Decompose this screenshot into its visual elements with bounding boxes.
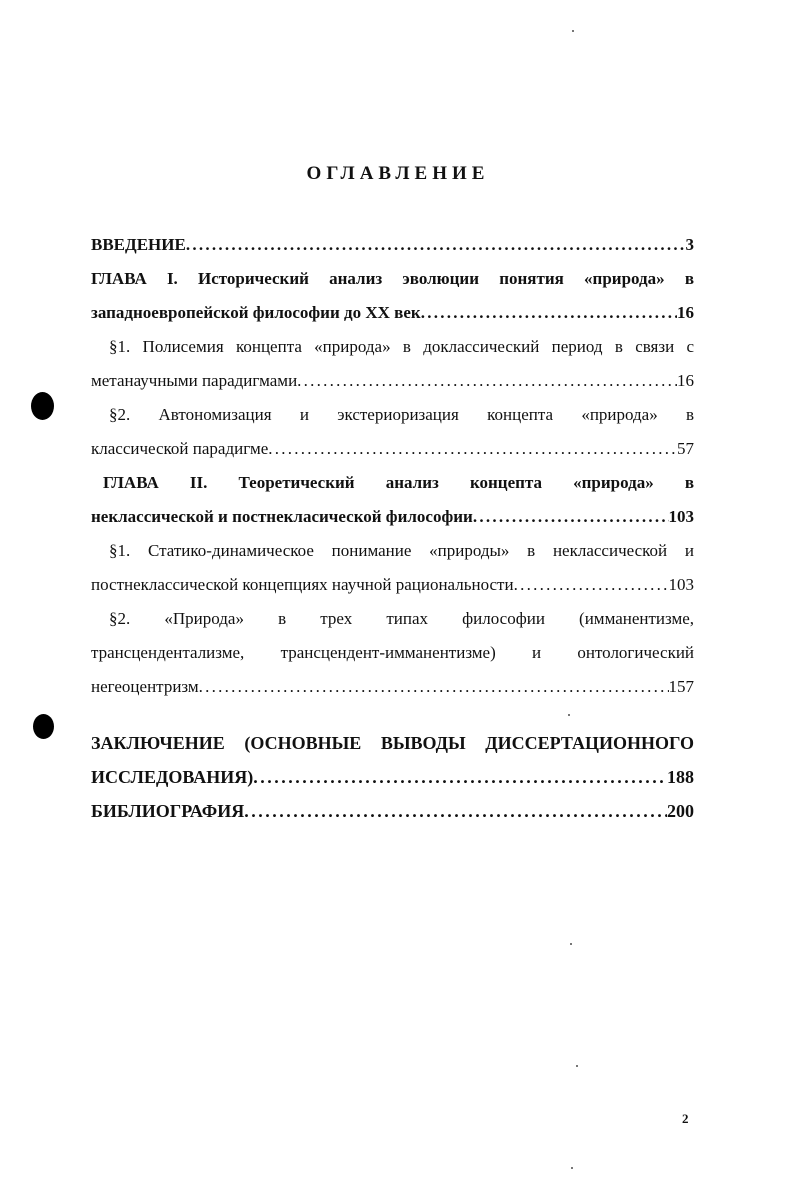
toc-entry-ch2-section-2: §2. «Природа» в трех типах философии (имманентизме, [109, 609, 694, 628]
scan-speck [576, 1065, 578, 1067]
page-ref: 200 [667, 801, 694, 821]
toc-entry-conclusion-cont: ИССЛЕДОВАНИЯ) . . . 188 [91, 760, 694, 794]
toc-entry-ch1-section-2: §2. Автономизация и экстериоризация концепта «природа» в [109, 405, 694, 424]
toc-entry-ch1-section-1: §1. Полисемия концепта «природа» в доклассический период в связи с [109, 337, 694, 356]
toc-entry-ch2-section-2-end: негеоцентризм . . . 157 [91, 670, 694, 704]
scan-speck [570, 943, 572, 945]
scan-speck [572, 30, 574, 32]
toc-entry-ch1-section-2-cont: классической парадигме . . . 57 [91, 432, 694, 466]
page-ref: 103 [668, 575, 694, 594]
toc-entry-bibliography: БИБЛИОГРАФИЯ . . . 200 [91, 794, 694, 828]
toc-entry-ch2-section-2-cont: трансцендентализме, трансцендент-имманентизме) и онтологический [91, 643, 694, 662]
table-of-contents [91, 228, 694, 828]
toc-entry-chapter-1-cont: западноевропейской философии до XX век . . . 16 [91, 296, 694, 330]
toc-entry-ch2-section-1-cont: постнеклассической концепциях научной рациональности . . . 103 [91, 568, 694, 602]
page-ref: 16 [677, 303, 694, 322]
page-ref: 157 [668, 677, 694, 696]
page-ref: 3 [685, 235, 694, 254]
toc-entry-chapter-1: ГЛАВА I. Исторический анализ эволюции понятия «природа» в [91, 269, 694, 288]
toc-entry-introduction: ВВЕДЕНИЕ . . . 3 [91, 228, 694, 262]
punch-hole-marker [33, 714, 54, 739]
spacer [91, 704, 694, 726]
scan-speck [571, 1167, 573, 1169]
page-title: ОГЛАВЛЕНИЕ [306, 163, 490, 184]
page-ref: 57 [677, 439, 694, 458]
punch-hole-marker [31, 392, 54, 420]
toc-entry-ch2-section-1: §1. Статико-динамическое понимание «природы» в неклассической и [109, 541, 694, 560]
toc-entry-ch1-section-1-cont: метанаучными парадигмами . . . 16 [91, 364, 694, 398]
toc-entry-chapter-2-cont: неклассической и постнекласической философии . . . 103 [91, 500, 694, 534]
page-ref: 103 [668, 507, 694, 526]
page-ref: 16 [677, 371, 694, 390]
page-number: 2 [682, 1111, 689, 1126]
toc-entry-chapter-2: ГЛАВА II. Теоретический анализ концепта «природа» в [103, 473, 694, 492]
toc-entry-conclusion: ЗАКЛЮЧЕНИЕ (ОСНОВНЫЕ ВЫВОДЫ ДИССЕРТАЦИОННОГО [91, 733, 694, 753]
page-ref: 188 [667, 767, 694, 787]
